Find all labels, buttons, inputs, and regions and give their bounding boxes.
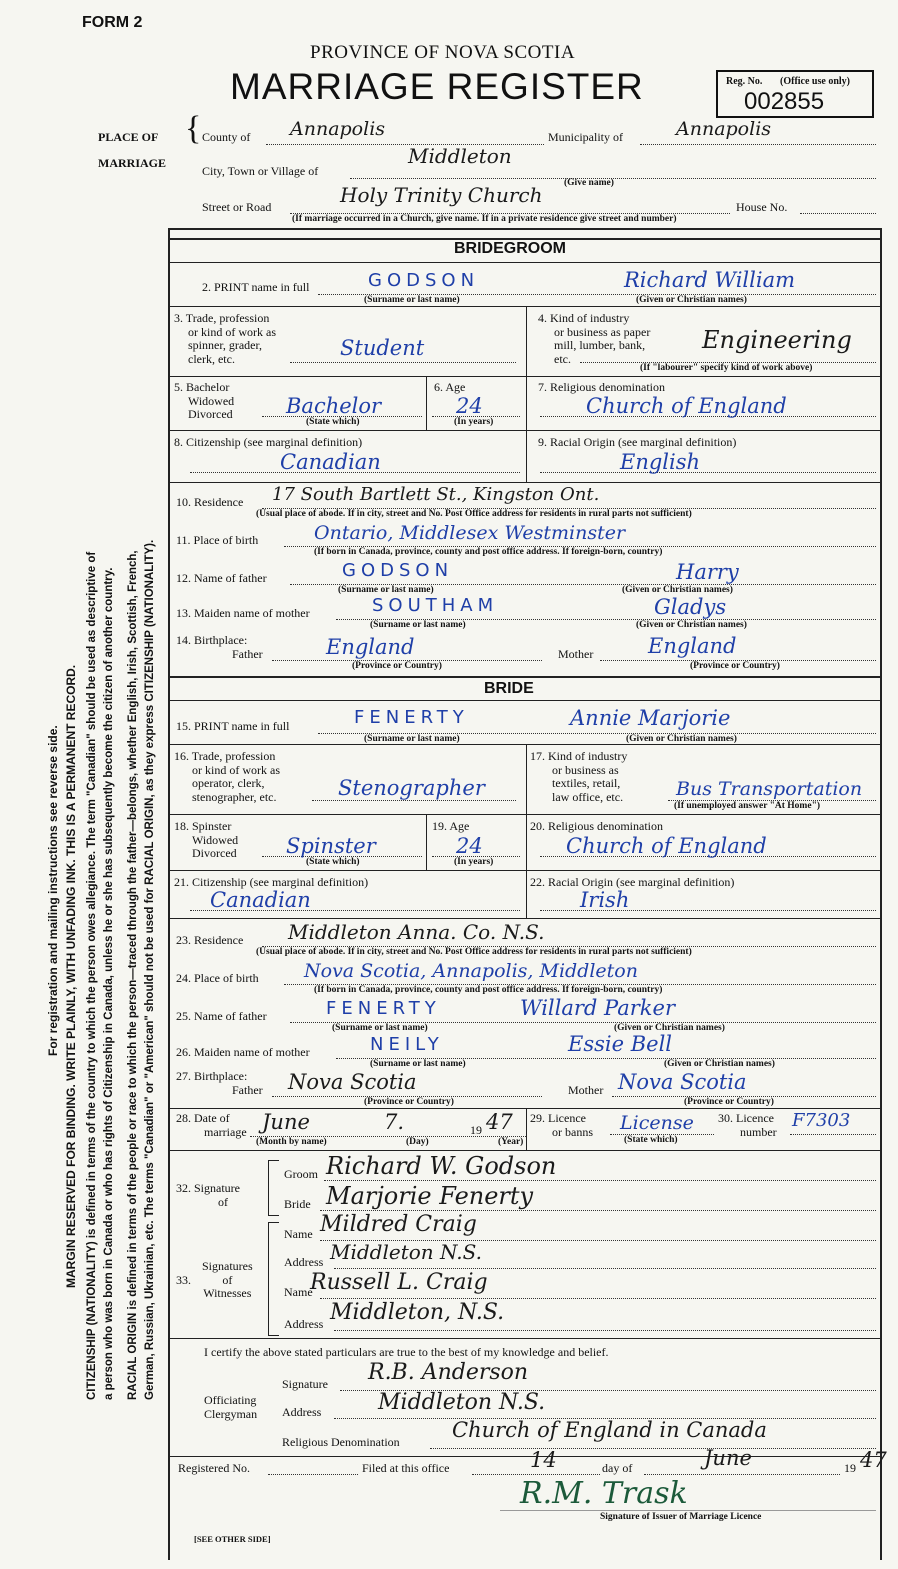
bride-birthplace-label: 27. Birthplace: xyxy=(176,1069,248,1083)
licence-state-which: (State which) xyxy=(624,1135,678,1145)
groom-age: 24 xyxy=(456,394,483,418)
groom-residence: 17 South Bartlett St., Kingston Ont. xyxy=(272,484,600,505)
municipality-label: Municipality of xyxy=(548,130,623,144)
bride-father-surname: FENERTY xyxy=(326,998,441,1019)
marriage-year-note: (Year) xyxy=(498,1137,524,1147)
margin-citizenship-2: a person who was born in Canada or who has rights of Citizenship in Canada, unless he or she has subsequently become the citizen of another country. xyxy=(103,567,115,1400)
bride-birth: Nova Scotia, Annapolis, Middleton xyxy=(304,960,638,982)
clergy-denomination: Church of England in Canada xyxy=(452,1418,767,1442)
groom-birth: Ontario, Middlesex Westminster xyxy=(314,522,626,544)
bride-name-label: 15. PRINT name in full xyxy=(176,719,290,733)
bride-mother-prov-note: (Province or Country) xyxy=(684,1097,774,1107)
groom-sig-label: Groom xyxy=(284,1167,318,1181)
clergy-address: Middleton N.S. xyxy=(378,1390,546,1415)
groom-mother-label: 13. Maiden name of mother xyxy=(176,606,310,620)
marriage-date-label: 28. Date of marriage xyxy=(176,1111,247,1139)
day-of-label: day of xyxy=(602,1461,633,1475)
page-title: MARRIAGE REGISTER xyxy=(230,66,644,107)
bride-father-surname-note: (Surname or last name) xyxy=(332,1023,428,1033)
bride-mother-given: Essie Bell xyxy=(568,1032,672,1056)
w1-name: Mildred Craig xyxy=(320,1212,477,1237)
bride-racial-label: 22. Racial Origin (see marginal definition) xyxy=(530,875,735,889)
bride-residence-note: (Usual place of abode. If in city, street and No. Post Office address for residents in rural parts not sufficient) xyxy=(256,947,692,957)
groom-mother-birthplace: England xyxy=(648,634,737,658)
groom-mother-surname-note: (Surname or last name) xyxy=(370,620,466,630)
w2-name: Russell L. Craig xyxy=(310,1270,488,1295)
bride-father-label: 25. Name of father xyxy=(176,1009,267,1023)
groom-in-years: (In years) xyxy=(454,417,494,427)
bride-father-word: Father xyxy=(232,1083,263,1097)
groom-status-label: 5. Bachelor Widowed Divorced xyxy=(174,380,235,421)
bride-sig-label: Bride xyxy=(284,1197,311,1211)
margin-instructions: For registration and mailing instructions see reverse side. xyxy=(46,725,60,1056)
house-label: House No. xyxy=(736,200,788,214)
church-note: (If marriage occurred in a Church, give name. If in a private residence give street and number) xyxy=(292,214,677,224)
issuer-label: Signature of Issuer of Marriage Licence xyxy=(600,1512,762,1522)
groom-father-label: 12. Name of father xyxy=(176,571,267,585)
county-label: County of xyxy=(202,130,251,144)
margin-racial-1: RACIAL ORIGIN is defined in terms of the people or race to which the person—traced through the father—belongs, whether English, Irish, Scottish, French, xyxy=(127,550,139,1400)
bride-religion: Church of England xyxy=(566,834,767,858)
reg-no-note: (Office use only) xyxy=(780,76,850,87)
bride-mother-surname: NEILY xyxy=(370,1034,444,1055)
groom-father-prov-note: (Province or Country) xyxy=(352,661,442,671)
bride-mother-given-note: (Given or Christian names) xyxy=(664,1059,775,1069)
bride-citizenship: Canadian xyxy=(210,888,311,912)
certify-statement: I certify the above stated particulars are true to the best of my knowledge and belief. xyxy=(204,1345,609,1359)
witness-label: Signatures of Witnesses xyxy=(202,1259,253,1300)
reg-no-label: Reg. No. xyxy=(726,76,763,87)
marriage-year-suffix: 47 xyxy=(486,1110,513,1134)
bride-mother-surname-note: (Surname or last name) xyxy=(370,1059,466,1069)
give-name-note: (Give name) xyxy=(564,178,614,188)
margin-racial-2: German, Russian, Ukrainian, etc. The terms "Canadian" or "American" should not be used for RACIAL ORIGIN, as they express CITIZENSHIP (NATIONALITY). xyxy=(144,539,156,1400)
groom-trade: Student xyxy=(340,336,425,360)
bride-status-label: 18. Spinster Widowed Divorced xyxy=(174,819,239,860)
groom-father-word: Father xyxy=(232,647,263,661)
bride-heading: BRIDE xyxy=(484,680,534,697)
bride-status: Spinster xyxy=(286,834,376,858)
w2-address: Middleton, N.S. xyxy=(330,1300,505,1325)
groom-mother-given: Gladys xyxy=(654,595,727,619)
groom-citizenship-label: 8. Citizenship (see marginal definition) xyxy=(174,435,363,449)
registered-no-label: Registered No. xyxy=(178,1461,250,1475)
marriage-month: June xyxy=(262,1110,310,1134)
marriage-year-prefix: 19 xyxy=(470,1123,482,1137)
groom-state-which: (State which) xyxy=(306,417,360,427)
bride-given-note: (Given or Christian names) xyxy=(626,734,737,744)
margin-citizenship-1: CITIZENSHIP (NATIONALITY) is defined in terms of the country to which the person owes allegiance. The term "Canadian" should be used as descriptive of xyxy=(86,551,98,1400)
officiating-label: Officiating Clergyman xyxy=(204,1393,258,1421)
city-label: City, Town or Village of xyxy=(202,164,319,178)
groom-residence-label: 10. Residence xyxy=(176,495,244,509)
bride-birth-note: (If born in Canada, province, county and post office address. If foreign-born, country) xyxy=(314,985,663,995)
filed-year-suffix: 47 xyxy=(860,1448,887,1472)
groom-age-label: 6. Age xyxy=(434,380,466,394)
groom-status: Bachelor xyxy=(286,394,382,418)
bride-industry-note: (If unemployed answer "At Home") xyxy=(674,801,821,811)
groom-religion: Church of England xyxy=(586,394,787,418)
groom-name-label: 2. PRINT name in full xyxy=(202,280,310,294)
bride-religion-label: 20. Religious denomination xyxy=(530,819,663,833)
w1-address-label: Address xyxy=(284,1255,324,1269)
licence-label: 29. Licence or banns xyxy=(530,1111,593,1139)
groom-mother-word: Mother xyxy=(558,647,594,661)
w1-name-label: Name xyxy=(284,1227,313,1241)
margin-binding-note: MARGIN RESERVED FOR BINDING. WRITE PLAINLY, WITH UNFADING INK. THIS IS A PERMANENT RECORD. xyxy=(64,664,78,1288)
witness-brace xyxy=(268,1222,279,1336)
municipality-value: Annapolis xyxy=(676,118,772,140)
bride-mother-word: Mother xyxy=(568,1083,604,1097)
bride-industry: Bus Transportation xyxy=(676,778,863,800)
groom-racial-label: 9. Racial Origin (see marginal definition) xyxy=(538,435,737,449)
filed-year-prefix: 19 xyxy=(844,1461,856,1475)
clergy-signature-label: Signature xyxy=(282,1377,328,1391)
form-number: FORM 2 xyxy=(82,14,143,31)
clergy-address-label: Address xyxy=(282,1405,322,1419)
bride-mother-label: 26. Maiden name of mother xyxy=(176,1045,310,1059)
reg-no-box xyxy=(716,70,874,118)
bride-citizenship-label: 21. Citizenship (see marginal definition) xyxy=(174,875,369,889)
licence-value: License xyxy=(620,1112,694,1134)
groom-surname: GODSON xyxy=(368,270,480,291)
groom-birth-label: 11. Place of birth xyxy=(176,533,259,547)
province-heading: PROVINCE OF NOVA SCOTIA xyxy=(310,42,576,63)
groom-industry: Engineering xyxy=(702,326,852,354)
w2-address-label: Address xyxy=(284,1317,324,1331)
bride-surname: FENERTY xyxy=(354,707,469,728)
bridegroom-heading: BRIDEGROOM xyxy=(454,240,566,257)
bride-father-birthplace: Nova Scotia xyxy=(288,1070,417,1094)
clergy-signature: R.B. Anderson xyxy=(368,1360,529,1385)
groom-father-given: Harry xyxy=(676,560,739,584)
bride-father-given: Willard Parker xyxy=(520,996,675,1020)
issuer-signature: R.M. Trask xyxy=(520,1476,688,1511)
county-value: Annapolis xyxy=(290,118,386,140)
bride-residence: Middleton Anna. Co. N.S. xyxy=(288,920,545,944)
groom-mother-given-note: (Given or Christian names) xyxy=(636,620,747,630)
bride-age: 24 xyxy=(456,834,483,858)
groom-father-given-note: (Given or Christian names) xyxy=(622,585,733,595)
bride-signature: Marjorie Fenerty xyxy=(326,1182,534,1210)
see-other-side: [SEE OTHER SIDE] xyxy=(194,1534,271,1544)
signature-label: 32. Signature of xyxy=(176,1181,240,1209)
groom-given-note: (Given or Christian names) xyxy=(636,295,747,305)
groom-given: Richard William xyxy=(624,268,796,292)
filed-label: Filed at this office xyxy=(362,1461,450,1475)
groom-father-surname: GODSON xyxy=(342,560,454,581)
w1-address: Middleton N.S. xyxy=(330,1240,482,1264)
filed-day: 14 xyxy=(530,1448,557,1472)
groom-industry-label: 4. Kind of industry or business as paper mill, lumber, bank, etc. xyxy=(538,311,651,366)
groom-signature: Richard W. Godson xyxy=(326,1152,557,1180)
bride-trade-label: 16. Trade, profession or kind of work as operator, clerk, stenographer, etc. xyxy=(174,749,280,804)
groom-birth-note: (If born in Canada, province, county and post office address. If foreign-born, country) xyxy=(314,547,663,557)
bride-industry-label: 17. Kind of industry or business as textiles, retail, law office, etc. xyxy=(530,749,628,804)
street-label: Street or Road xyxy=(202,200,272,214)
bride-residence-label: 23. Residence xyxy=(176,933,244,947)
bride-age-label: 19. Age xyxy=(432,819,470,833)
filed-month: June xyxy=(704,1446,752,1470)
marriage-day: 7. xyxy=(384,1110,405,1134)
groom-birthplace-label: 14. Birthplace: xyxy=(176,633,248,647)
bride-birth-label: 24. Place of birth xyxy=(176,971,259,985)
bride-father-given-note: (Given or Christian names) xyxy=(614,1023,725,1033)
groom-mother-prov-note: (Province or Country) xyxy=(690,661,780,671)
groom-religion-label: 7. Religious denomination xyxy=(538,380,665,394)
licence-no-label: 30. Licence number xyxy=(718,1111,777,1139)
groom-racial: English xyxy=(620,450,701,474)
marriage-month-note: (Month by name) xyxy=(256,1137,327,1147)
bride-surname-note: (Surname or last name) xyxy=(364,734,460,744)
street-value: Holy Trinity Church xyxy=(340,183,543,207)
marriage-label: MARRIAGE xyxy=(98,156,166,170)
groom-residence-note: (Usual place of abode. If in city, street and No. Post Office address for residents in rural parts not sufficient) xyxy=(256,509,692,519)
place-of-label: PLACE OF xyxy=(98,130,159,144)
signature-brace xyxy=(268,1160,279,1216)
groom-surname-note: (Surname or last name) xyxy=(364,295,460,305)
bride-state-which: (State which) xyxy=(306,857,360,867)
marriage-day-note: (Day) xyxy=(406,1137,429,1147)
bride-given: Annie Marjorie xyxy=(570,706,731,730)
bride-trade: Stenographer xyxy=(338,776,485,800)
witness-number: 33. xyxy=(176,1273,191,1287)
groom-father-birthplace: England xyxy=(326,635,415,659)
reg-no-value: 002855 xyxy=(744,88,825,115)
groom-trade-label: 3. Trade, profession or kind of work as spinner, grader, clerk, etc. xyxy=(174,311,276,366)
religious-denomination-label: Religious Denomination xyxy=(282,1435,400,1449)
licence-number: F7303 xyxy=(792,1110,851,1131)
bride-mother-birthplace: Nova Scotia xyxy=(618,1070,747,1094)
w2-name-label: Name xyxy=(284,1285,313,1299)
bride-in-years: (In years) xyxy=(454,857,494,867)
groom-mother-surname: SOUTHAM xyxy=(372,595,499,616)
groom-citizenship: Canadian xyxy=(280,450,381,474)
place-brace: { xyxy=(185,110,202,147)
bride-racial: Irish xyxy=(580,888,630,912)
groom-father-surname-note: (Surname or last name) xyxy=(338,585,434,595)
bride-father-prov-note: (Province or Country) xyxy=(364,1097,454,1107)
city-value: Middleton xyxy=(408,144,512,168)
groom-industry-note: (If "labourer" specify kind of work above) xyxy=(640,363,813,373)
